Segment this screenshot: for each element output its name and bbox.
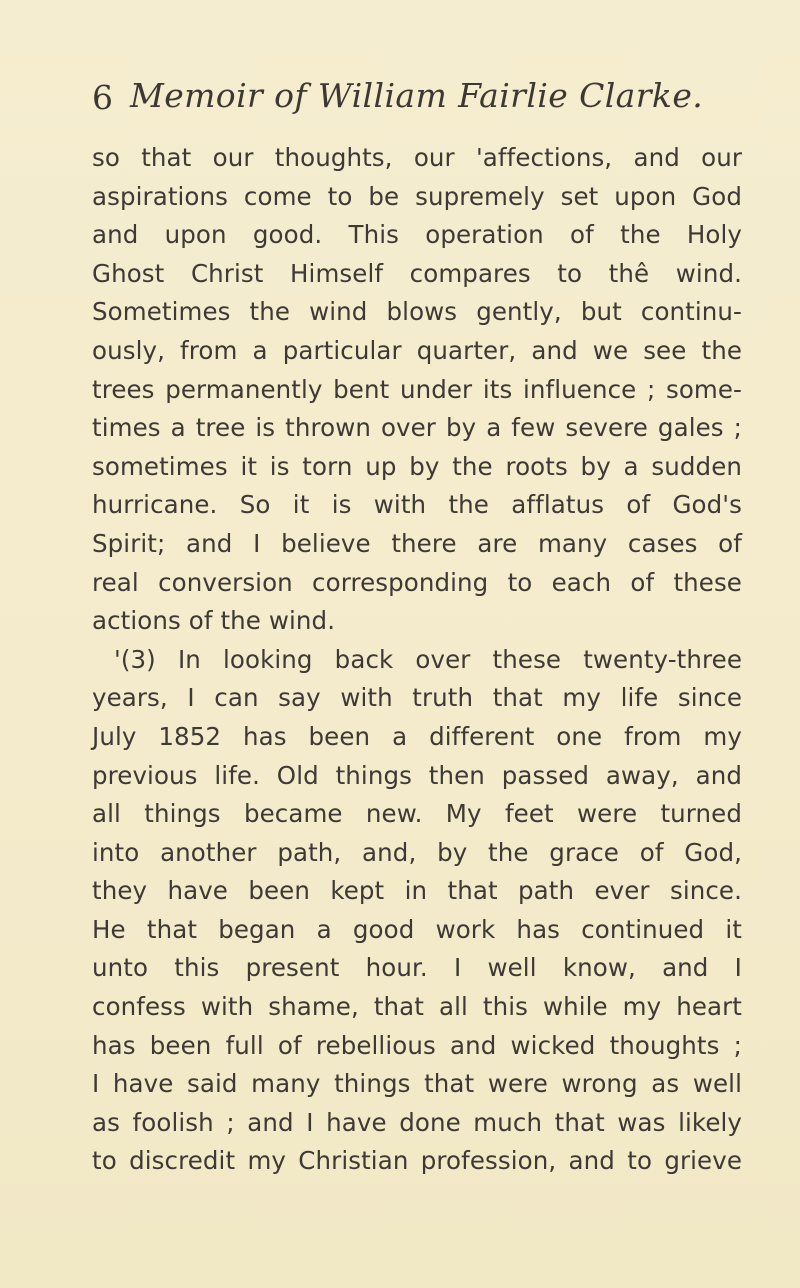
text-line: all things became new. My feet were turned (92, 799, 742, 829)
text-line: I have said many things that were wrong as well (92, 1069, 742, 1099)
text-line: real conversion corresponding to each of these (92, 567, 742, 597)
text-line: has been full of rebellious and wicked thoughts ; (92, 1030, 742, 1060)
text-line: sometimes it is torn up by the roots by a sudden (92, 451, 742, 481)
text-line: years, I can say with truth that my life since (92, 683, 742, 713)
text-line: He that began a good work has continued it (92, 914, 742, 944)
text-line: ously, from a particular quarter, and we see the (92, 335, 742, 365)
text-line: July 1852 has been a different one from my (92, 721, 742, 751)
text-line: Ghost Christ Himself compares to thê wind. (92, 258, 742, 288)
text-line: Sometimes the wind blows gently, but continu- (92, 297, 742, 327)
text-line: aspirations come to be supremely set upon God (92, 181, 742, 211)
text-line: previous life. Old things then passed away, and (92, 760, 742, 790)
text-line: hurricane. So it is with the afflatus of God's (92, 490, 742, 520)
running-head (92, 76, 732, 120)
text-line: confess with shame, that all this while my heart (92, 992, 742, 1022)
text-line: as foolish ; and I have done much that was likely (92, 1107, 742, 1137)
running-title: Memoir of William Fairlie Clarke. (130, 76, 704, 115)
text-line: '(3) In looking back over these twenty-three (114, 644, 742, 674)
text-line: they have been kept in that path ever since. (92, 876, 742, 906)
text-line: so that our thoughts, our 'affections, and our (92, 143, 742, 172)
text-line: Spirit; and I believe there are many cases of (92, 528, 742, 558)
page-number: 6 (92, 78, 113, 117)
text-line: unto this present hour. I well know, and I (92, 953, 742, 983)
text-line: into another path, and, by the grace of God, (92, 837, 742, 867)
text-line: actions of the wind. (92, 606, 336, 636)
text-line: trees permanently bent under its influence ; some- (92, 374, 742, 404)
text-line: and upon good. This operation of the Holy (92, 220, 742, 250)
text-line: to discredit my Christian profession, and to grieve (92, 1146, 742, 1176)
body-text (92, 139, 742, 1181)
text-line: times a tree is thrown over by a few severe gales ; (92, 413, 742, 443)
